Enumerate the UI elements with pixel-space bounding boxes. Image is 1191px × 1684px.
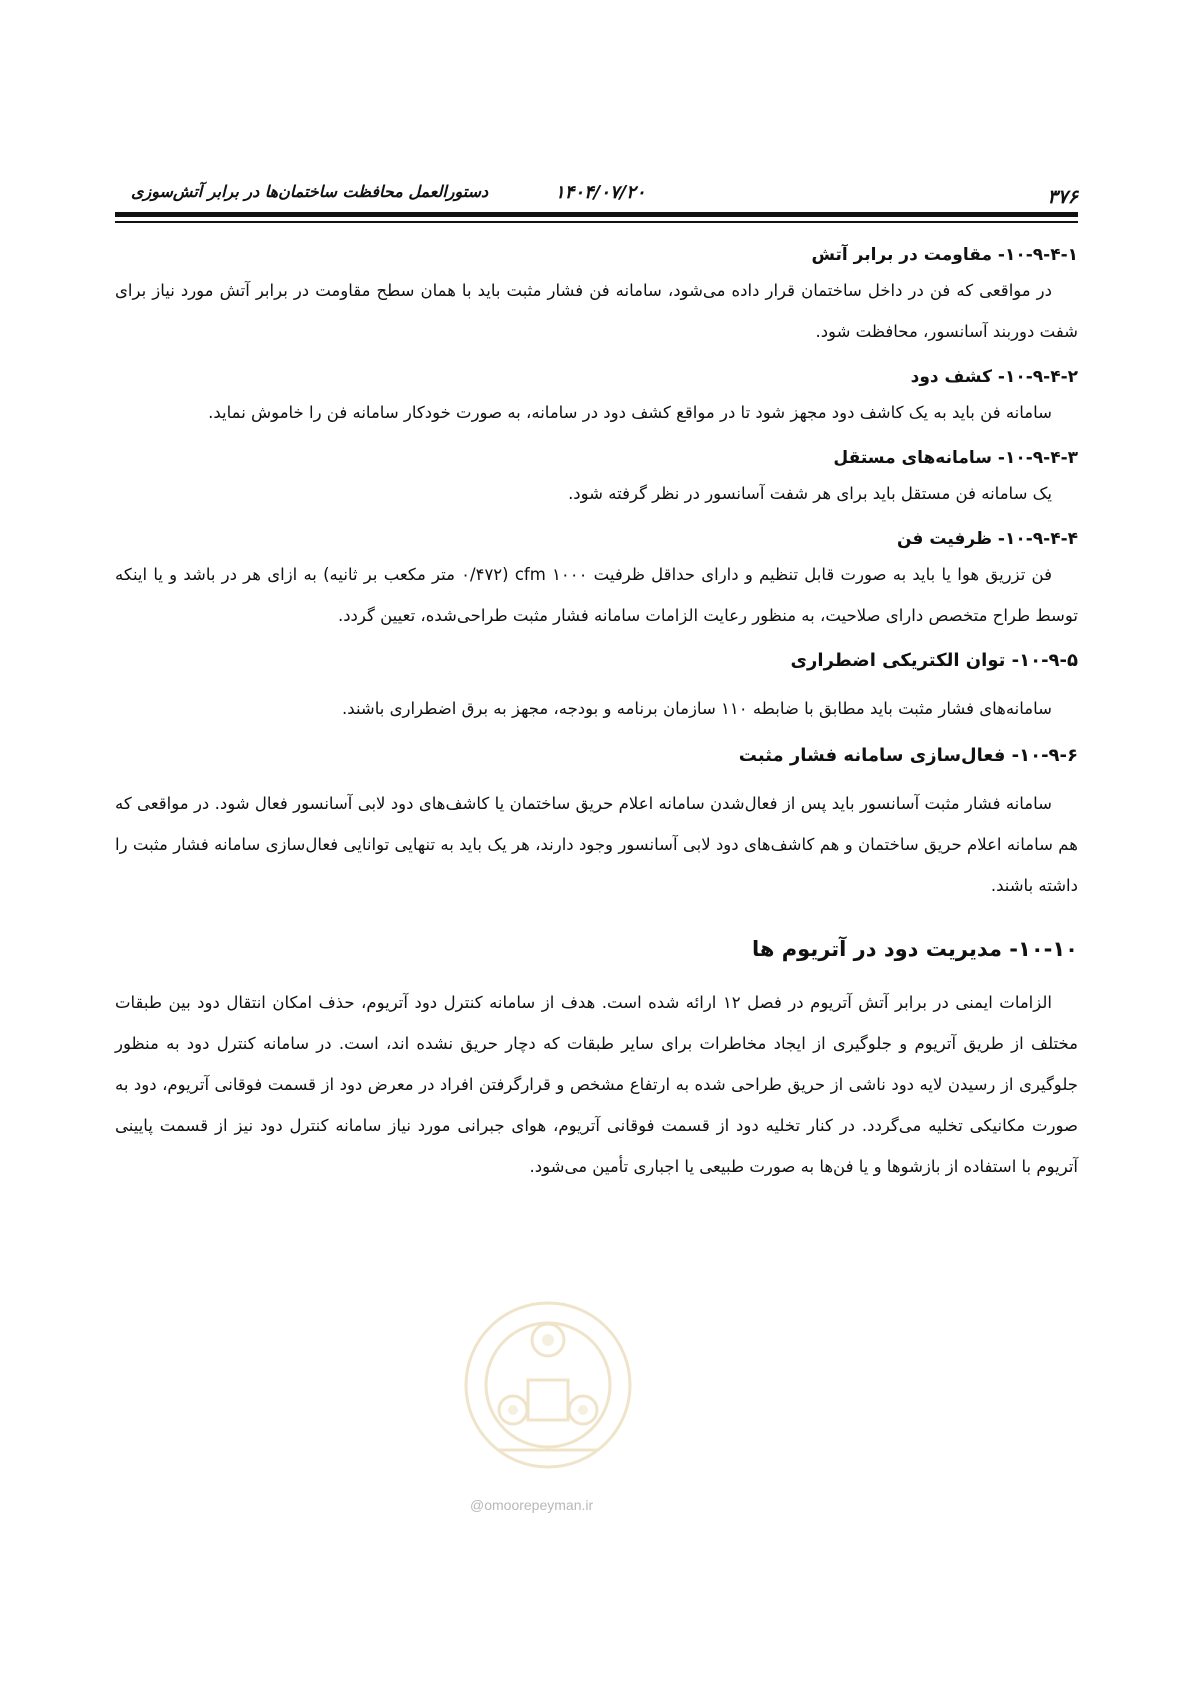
watermark-text: @omoorepeyman.ir	[470, 1497, 594, 1513]
header-date: ۱۴۰۴/۰۷/۲۰	[555, 182, 646, 203]
section-heading-smoke-detection: ۱۰-۹-۴-۲- کشف دود	[910, 367, 1078, 387]
page-number: ۳۷۶	[1047, 186, 1078, 208]
page-header	[115, 178, 1078, 208]
section-paragraph-activation: سامانه فشار مثبت آسانسور باید پس از فعال‌شدن سامانه اعلام حریق ساختمان یا کاشف‌های دود لابی آسانسور فعال شود. در مواقعی که هم سامانه اعلام حریق ساختمان و هم کاشف‌های دود لابی آسانسور وجود دارند، هر یک باید به تنهایی توانایی فعال‌سازی سامانه فشار مثبت را داشته باشند.	[115, 794, 1078, 895]
section-heading-emergency-power: ۱۰-۹-۵- توان الکتریکی اضطراری	[790, 650, 1078, 671]
section-paragraph-atrium-smoke: الزامات ایمنی در برابر آتش آتریوم در فصل ۱۲ ارائه شده است. هدف از سامانه کنترل دود آتریوم، حذف امکان انتقال دود بین طبقات مختلف از طریق آتریوم و جلوگیری از ایجاد مخاطرات برای سایر طبقات که دچار حریق نشده اند، است. در سامانه کنترل دود به منظور جلوگیری از رسیدن لایه دود ناشی از حریق طراحی شده به ارتفاع مشخص و قرارگرفتن افراد در معرض دود از قسمت فوقانی آتریوم، دود به صورت مکانیکی تخلیه می‌گردد. در کنار تخلیه دود از قسمت فوقانی آتریوم، هوای جبرانی مورد نیاز سامانه کنترل دود نیز از قسمت پایینی آتریوم با استفاده از بازشوها و یا فن‌ها به صورت طبیعی یا اجباری تأمین می‌شود.	[115, 993, 1078, 1176]
section-heading-activation: ۱۰-۹-۶- فعال‌سازی سامانه فشار مثبت	[738, 745, 1078, 766]
section-heading-fire-resistance: ۱۰-۹-۴-۱- مقاومت در برابر آتش	[811, 245, 1078, 265]
section-paragraph-fire-resistance: در مواقعی که فن در داخل ساختمان قرار داده می‌شود، سامانه فن فشار مثبت باید با همان سطح مقاومت در برابر آتش مورد نیاز برای شفت دوربند آسانسور، محافظت شود.	[115, 281, 1078, 341]
publisher-seal-watermark	[458, 1270, 638, 1500]
page-content	[115, 240, 1078, 1187]
section-heading-atrium-smoke: ۱۰-۱۰- مدیریت دود در آتریوم ها	[752, 937, 1078, 961]
section-heading-independent-systems: ۱۰-۹-۴-۳- سامانه‌های مستقل	[833, 448, 1078, 468]
section-paragraph-fan-capacity: فن تزریق هوا یا باید به صورت قابل تنظیم و دارای حداقل ظرفیت cfm ۱۰۰۰ (۰/۴۷۲ متر مکعب بر ثانیه) به ازای هر در باشد و یا اینکه توسط طراح متخصص دارای صلاحیت، به منظور رعایت الزامات سامانه فشار مثبت طراحی‌شده، تعیین گردد.	[115, 565, 1078, 625]
section-paragraph-smoke-detection: سامانه فن باید به یک کاشف دود مجهز شود تا در مواقع کشف دود در سامانه، به صورت خودکار سامانه فن را خاموش نماید.	[208, 403, 1052, 422]
header-rule-thin	[115, 221, 1078, 223]
header-title: دستورالعمل محافظت ساختمان‌ها در برابر آتش‌سوزی	[131, 182, 489, 201]
section-heading-fan-capacity: ۱۰-۹-۴-۴- ظرفیت فن	[896, 529, 1078, 549]
section-paragraph-emergency-power: سامانه‌های فشار مثبت باید مطابق با ضابطه ۱۱۰ سازمان برنامه و بودجه، مجهز به برق اضطراری باشند.	[342, 699, 1052, 718]
header-rule-thick	[115, 212, 1078, 217]
section-paragraph-independent-systems: یک سامانه فن مستقل باید برای هر شفت آسانسور در نظر گرفته شود.	[568, 484, 1052, 503]
